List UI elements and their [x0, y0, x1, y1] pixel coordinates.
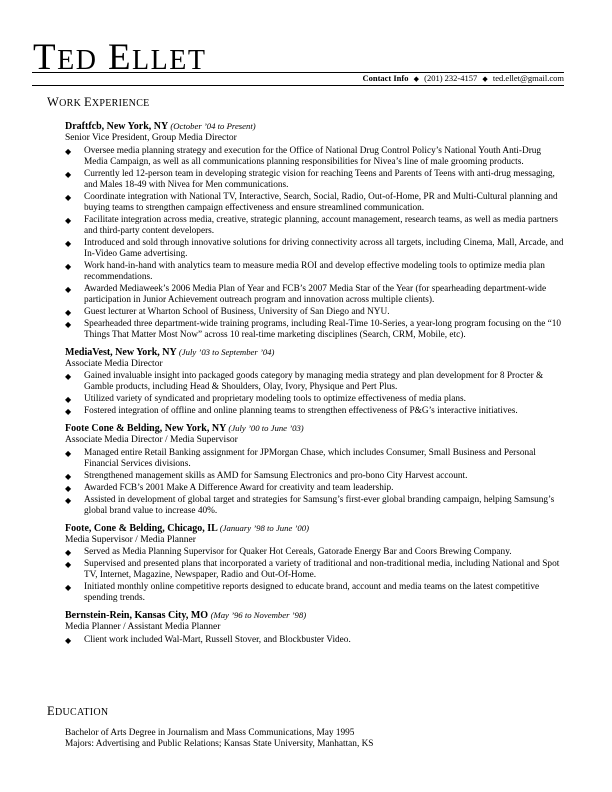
- bullet-diamond-icon: ◆: [65, 448, 72, 458]
- bullet-diamond-icon: ◆: [65, 146, 72, 156]
- bullet-diamond-icon: ◆: [65, 407, 72, 416]
- job-dates: (July ’00 to June ’03): [228, 423, 304, 433]
- bullet-diamond-icon: ◆: [65, 169, 72, 179]
- bullet-text: Strengthened management skills as AMD for Samsung Electronics and pro-bono City Harvest account.: [84, 470, 468, 481]
- section-rest: DUCATION: [54, 707, 109, 718]
- bullet-text: Awarded Mediaweek’s 2006 Media Plan of Year and FCB’s 2007 Media Star of the Year (for spearheading department-wide participation in Junior Achievement outreach program and innovation across multiple clients).: [84, 283, 547, 305]
- bullet-diamond-icon: ◆: [65, 635, 72, 645]
- job-heading: [65, 609, 565, 622]
- list-item: [65, 471, 565, 482]
- job-title: Associate Media Director / Media Supervisor: [65, 435, 238, 445]
- job-company: Bernstein-Rein, Kansas City, MO: [65, 610, 209, 621]
- section-rest: XPERIENCE: [91, 98, 150, 109]
- bullet-text: Guest lecturer at Wharton School of Business, University of San Diego and NYU.: [84, 306, 390, 317]
- list-item: [65, 371, 565, 393]
- bullet-diamond-icon: ◆: [65, 471, 72, 481]
- job-bullets: [65, 635, 565, 646]
- list-item: [65, 559, 565, 581]
- list-item: [65, 483, 565, 494]
- name-last-initial: E: [107, 37, 133, 78]
- bullet-text: Fostered integration of offline and online planning teams to strengthen effectiveness of P&G’s interactive initiatives.: [84, 406, 518, 416]
- bullet-text: Gained invaluable insight into packaged goods category by managing media strategy and plan development for 8 Procter & Gamble products, including Head & Shoulders, Olay, Ivory, Physique and Pert Plus.: [84, 371, 544, 392]
- bullet-text: Served as Media Planning Supervisor for Quaker Hot Cereals, Gatorade Energy Bar and Coors Brewing Company.: [84, 547, 512, 557]
- bullet-text: Assisted in development of global target and strategies for Samsung’s first-ever global branding campaign, helping Samsung’s global brand value to increase 40%.: [84, 494, 555, 516]
- bullet-text: Introduced and sold through innovative solutions for driving connectivity across all targets, including Cinema, Mall, Arcade, and In-Video Game advertising.: [84, 237, 564, 259]
- bullet-text: Currently led 12-person team in developing strategic vision for reaching Teens and Parents of Teens with anti-drug messaging, and Males 18-49 with Nivea for Men communications.: [84, 168, 555, 190]
- education-degree: Bachelor of Arts Degree in Journalism and Mass Communications, May 1995: [65, 728, 355, 738]
- job-heading: [65, 422, 565, 435]
- job-title: Media Planner / Assistant Media Planner: [65, 622, 221, 632]
- contact-phone: (201) 232-4157: [424, 73, 478, 83]
- list-item: [65, 146, 565, 168]
- contact-label: Contact Info: [362, 73, 409, 83]
- education-majors: Majors: Advertising and Public Relations; Kansas State University, Manhattan, KS: [65, 739, 374, 749]
- candidate-name: [33, 39, 206, 79]
- bullet-text: Client work included Wal-Mart, Russell Stover, and Blockbuster Video.: [84, 634, 351, 645]
- job-dates: (October ’04 to Present): [170, 121, 256, 131]
- list-item: [65, 448, 565, 470]
- name-last-rest: LLET: [132, 45, 207, 76]
- bullet-text: Coordinate integration with National TV, Interactive, Search, Social, Radio, Out-of-Home, PR and Multi-Cultural planning and buying teams to strengthen campaign effectiveness and ensure streamlined communication.: [84, 191, 558, 213]
- job-heading: [65, 522, 565, 535]
- contact-info: [362, 73, 564, 85]
- job-entry: [65, 609, 565, 646]
- bullet-diamond-icon: ◆: [65, 238, 72, 248]
- bullet-diamond-icon: ◆: [65, 583, 72, 592]
- bullet-diamond-icon: ◆: [65, 495, 72, 505]
- list-item: [65, 406, 565, 417]
- separator-diamond-icon: ◆: [482, 75, 488, 83]
- bullet-diamond-icon: ◆: [65, 560, 72, 569]
- header-rule-bottom: [32, 85, 564, 86]
- section-initial: E: [83, 95, 92, 109]
- list-item: [65, 319, 565, 341]
- bullet-diamond-icon: ◆: [65, 548, 72, 557]
- job-dates: (May ’96 to November ’98): [210, 610, 307, 620]
- name-first-initial: T: [33, 37, 58, 78]
- list-item: [65, 169, 565, 191]
- list-item: [65, 192, 565, 214]
- bullet-text: Awarded FCB’s 2001 Make A Difference Award for creativity and team leadership.: [84, 482, 394, 493]
- work-experience-list: [65, 120, 565, 651]
- bullet-text: Initiated monthly online competitive reports designed to educate brand, account and media teams on the latest competitive spending trends.: [84, 582, 540, 603]
- job-title: Senior Vice President, Group Media Director: [65, 133, 237, 143]
- list-item: [65, 307, 565, 318]
- bullet-text: Spearheaded three department-wide training programs, including Real-Time 10-Series, a year-long program focusing on the “10 Things That Matter Most Now” across 10 real-time marketing disciplines (Search, CRM, Mobile, etc).: [84, 318, 562, 340]
- bullet-diamond-icon: ◆: [65, 215, 72, 225]
- job-dates: (January ’98 to June ’00): [219, 522, 309, 533]
- bullet-text: Utilized variety of syndicated and proprietary modeling tools to optimize effectiveness of media plans.: [84, 394, 466, 404]
- job-heading: [65, 346, 565, 359]
- job-bullets: [65, 547, 565, 604]
- bullet-text: Facilitate integration across media, creative, strategic planning, account management, research teams, as well as media partners and third-party content developers.: [84, 214, 558, 236]
- bullet-diamond-icon: ◆: [65, 192, 72, 202]
- job-title: Associate Media Director: [65, 358, 163, 369]
- list-item: [65, 394, 565, 405]
- list-item: [65, 635, 565, 646]
- bullet-diamond-icon: ◆: [65, 319, 72, 329]
- section-initial: E: [47, 704, 55, 718]
- section-rest: ORK: [59, 98, 84, 109]
- bullet-diamond-icon: ◆: [65, 284, 72, 294]
- job-entry: [65, 522, 565, 605]
- section-initial: W: [47, 95, 60, 109]
- job-bullets: [65, 371, 565, 417]
- list-item: [65, 582, 565, 604]
- job-bullets: [65, 448, 565, 517]
- separator-diamond-icon: ◆: [413, 75, 420, 83]
- list-item: [65, 261, 565, 283]
- bullet-diamond-icon: ◆: [65, 307, 72, 317]
- section-title-work-experience: [47, 95, 150, 111]
- job-company: Draftfcb, New York, NY: [65, 121, 168, 132]
- bullet-text: Oversee media planning strategy and execution for the Office of National Drug Control Policy’s National Youth Anti-Drug Media Campaign, as well as all communications planning responsibilities for Nivea’s line of male grooming products.: [84, 145, 542, 167]
- job-bullets: [65, 146, 565, 341]
- list-item: [65, 238, 565, 260]
- job-dates: (July ’03 to September ’04): [178, 346, 275, 357]
- list-item: [65, 547, 565, 558]
- list-item: [65, 284, 565, 306]
- job-title: Media Supervisor / Media Planner: [65, 534, 196, 545]
- contact-email[interactable]: ted.ellet@gmail.com: [492, 73, 564, 83]
- bullet-text: Managed entire Retail Banking assignment for JPMorgan Chase, which includes Consumer, Small Business and Personal Financial Services divisions.: [84, 447, 536, 469]
- list-item: [65, 215, 565, 237]
- bullet-diamond-icon: ◆: [65, 483, 72, 493]
- bullet-diamond-icon: ◆: [65, 261, 72, 271]
- bullet-text: Work hand-in-hand with analytics team to measure media ROI and develop effective modeling tools to optimize media plan recommendations.: [84, 260, 545, 282]
- bullet-diamond-icon: ◆: [65, 372, 72, 381]
- job-company: MediaVest, New York, NY: [65, 346, 177, 358]
- list-item: [65, 495, 565, 517]
- education-details: [65, 728, 373, 750]
- job-company: Foote Cone & Belding, New York, NY: [65, 423, 226, 434]
- job-entry: [65, 120, 565, 341]
- job-heading: [65, 120, 565, 133]
- section-title-education: [47, 704, 108, 720]
- bullet-text: Supervised and presented plans that incorporated a variety of traditional and non-traditional media, including National and Spot TV, Internet, Magazine, Newspaper, Radio and Out-Of-Home.: [84, 559, 560, 580]
- name-first-rest: ED: [57, 45, 98, 76]
- job-company: Foote, Cone & Belding, Chicago, IL: [65, 522, 218, 534]
- job-entry: [65, 346, 565, 418]
- bullet-diamond-icon: ◆: [65, 395, 72, 404]
- job-entry: [65, 422, 565, 517]
